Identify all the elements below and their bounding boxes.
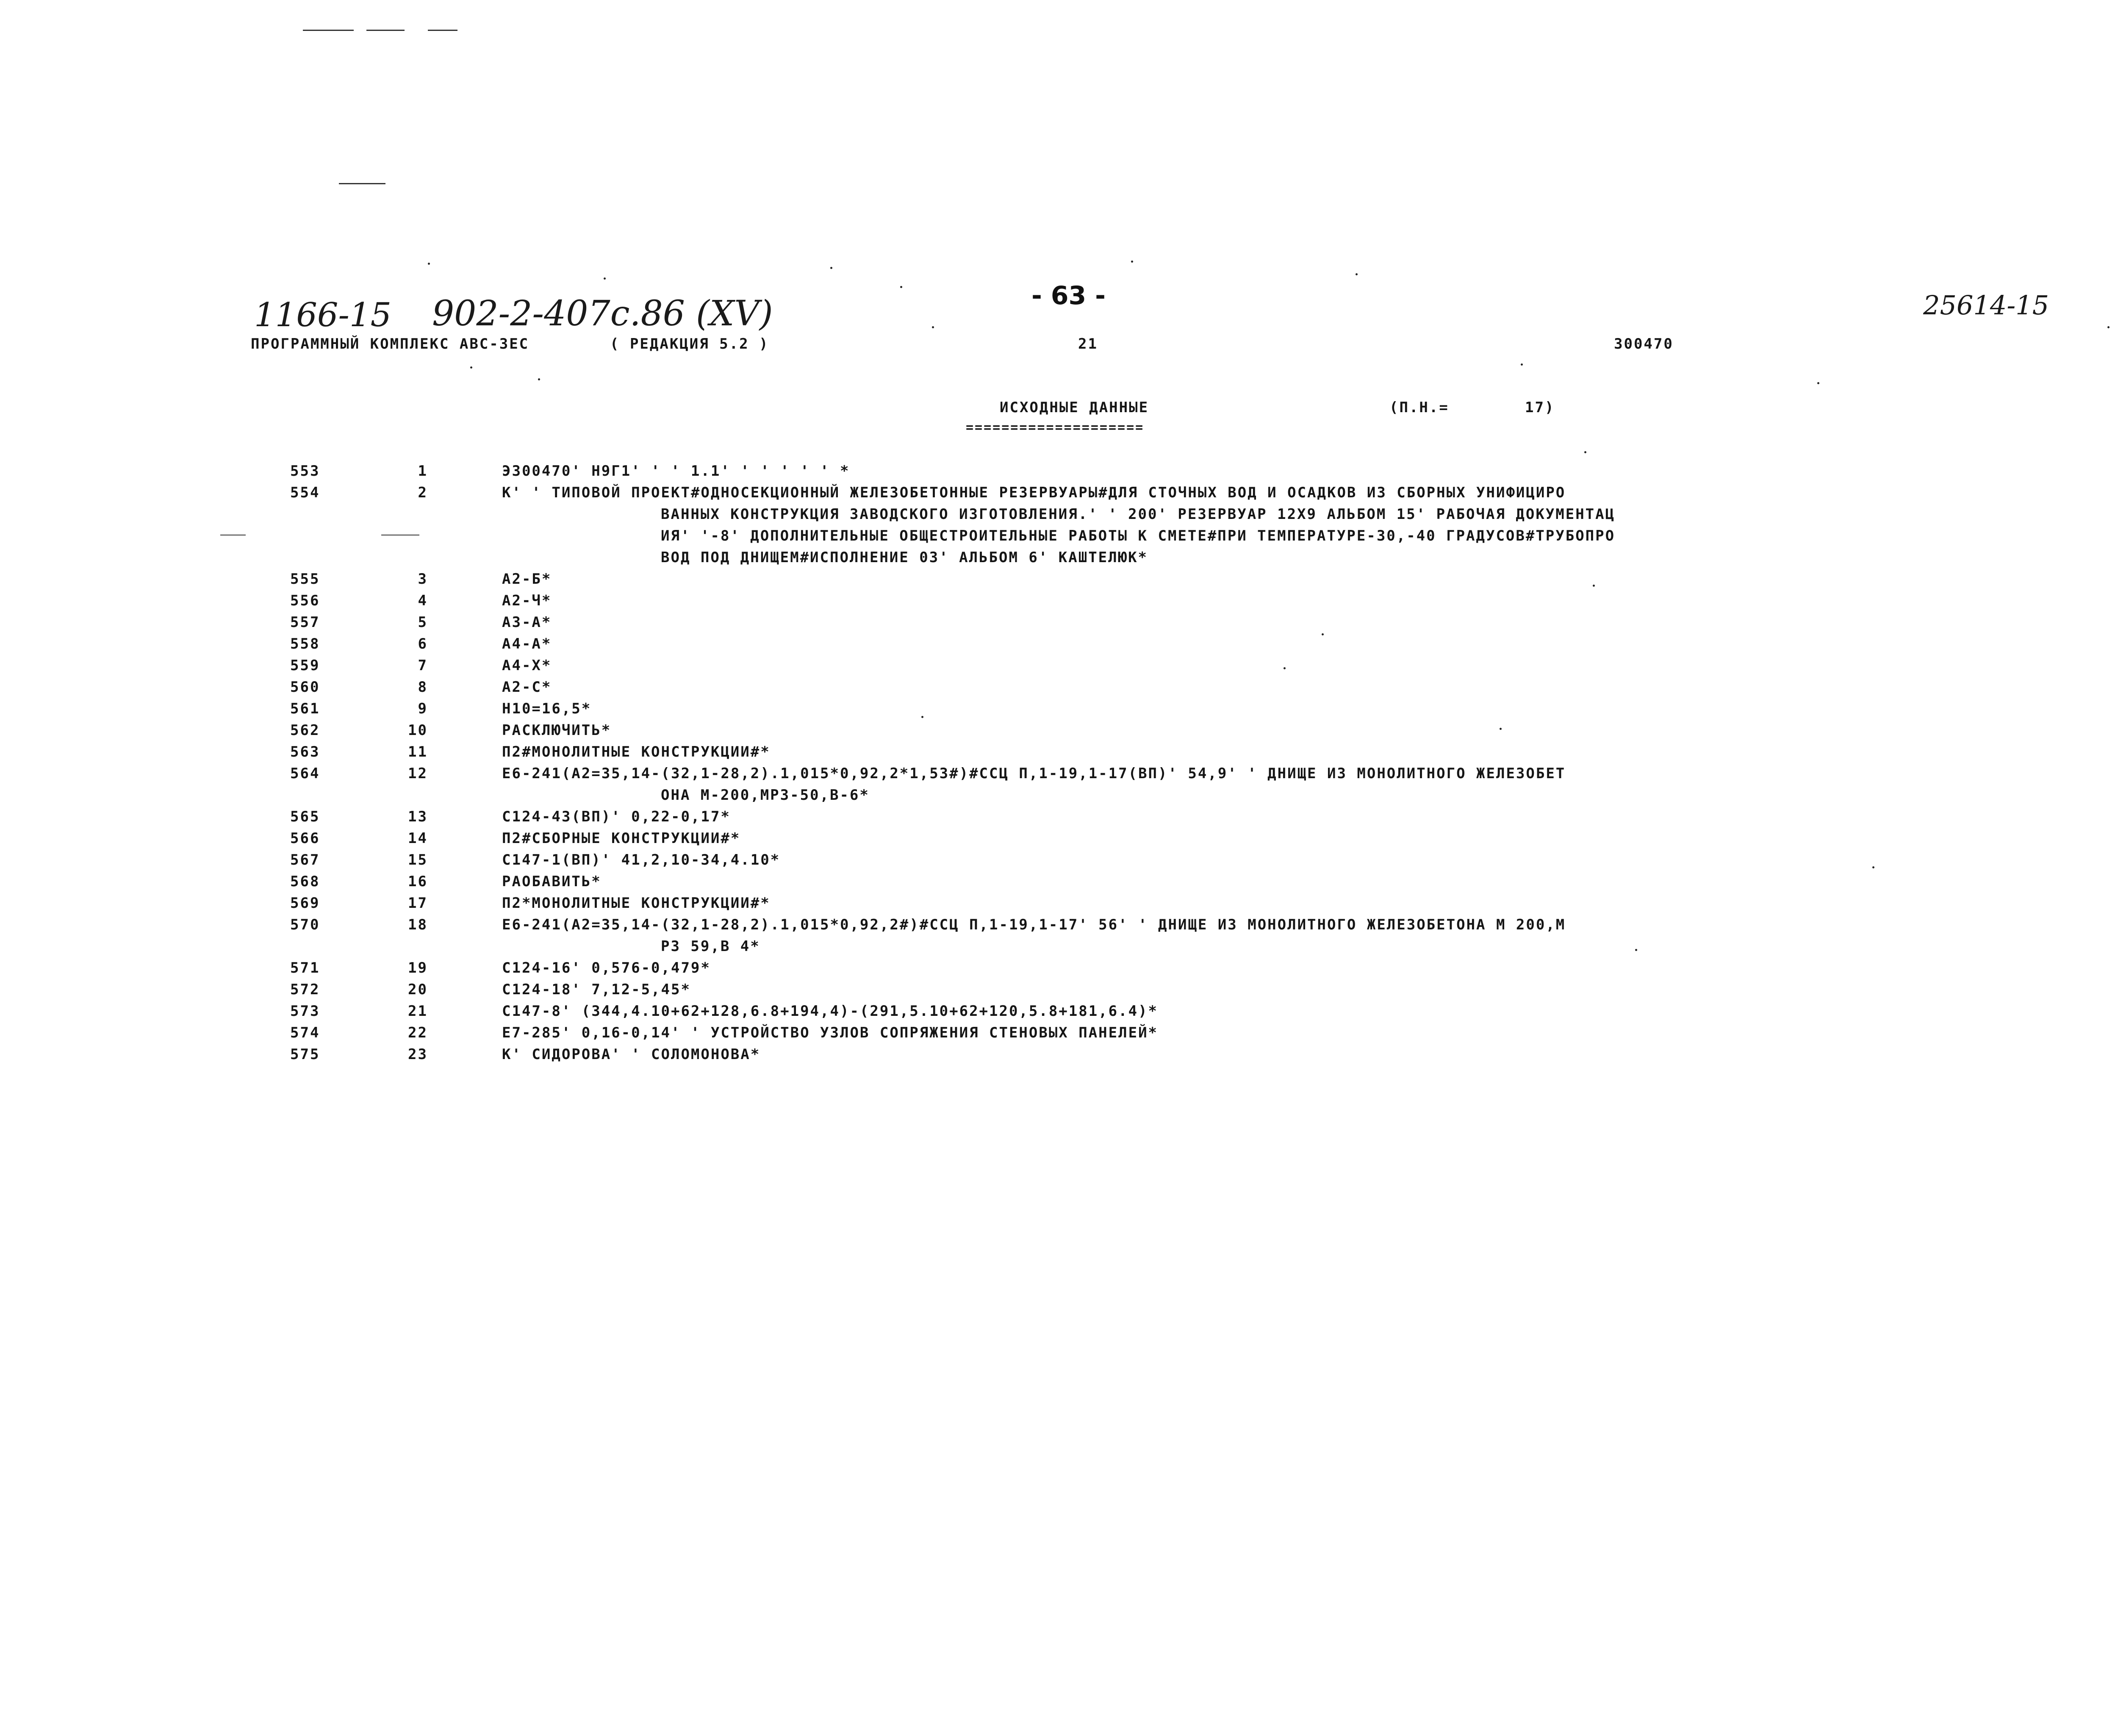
row-text: П2#МОНОЛИТНЫЕ КОНСТРУКЦИИ#*	[502, 743, 771, 760]
row-line-number: 558	[290, 635, 320, 652]
listing-row	[0, 635, 2118, 657]
scan-speck	[900, 286, 902, 288]
row-line-number: 573	[290, 1003, 320, 1020]
listing-row	[0, 830, 2118, 852]
top-dash-1	[303, 30, 354, 31]
listing-row	[0, 657, 2118, 679]
row-text: А2-Б*	[502, 571, 552, 588]
row-line-number: 567	[290, 851, 320, 868]
scan-speck	[1500, 728, 1502, 730]
listing-row	[0, 873, 2118, 895]
row-line-number: 561	[290, 700, 320, 717]
row-sequence-number: 21	[408, 1003, 428, 1020]
row-sequence-number: 14	[408, 830, 428, 847]
row-text: Е6-241(А2=35,14-(32,1-28,2).1,015*0,92,2*1,53#)#ССЦ П,1-19,1-17(ВП)' 54,9' ' ДНИЩЕ ИЗ МОНОЛИТНОГО ЖЕЛЕЗОБЕТ	[502, 765, 1566, 782]
section-title: ИСХОДНЫЕ ДАННЫЕ	[1000, 399, 1149, 416]
handwritten-project-number: 902-2-407c.86 (XV)	[432, 294, 773, 334]
row-line-number: 563	[290, 743, 320, 760]
listing-row	[0, 679, 2118, 701]
row-text: А2-С*	[502, 679, 552, 696]
row-sequence-number: 12	[408, 765, 428, 782]
listing-row	[0, 1003, 2118, 1025]
row-sequence-number: 18	[408, 916, 428, 933]
row-line-number: 555	[290, 571, 320, 588]
scan-speck	[428, 263, 430, 265]
row-sequence-number: 5	[418, 614, 428, 631]
scan-speck	[1584, 451, 1586, 453]
row-sequence-number: 16	[408, 873, 428, 890]
header-number-right: 300470	[1614, 336, 1674, 352]
row-sequence-number: 4	[418, 592, 428, 609]
row-line-number: 570	[290, 916, 320, 933]
row-text: С147-8' (344,4.10+62+128,6.8+194,4)-(291,5.10+62+120,5.8+181,6.4)*	[502, 1003, 1159, 1020]
row-text: К' ' ТИПОВОЙ ПРОЕКТ#ОДНОСЕКЦИОННЫЙ ЖЕЛЕЗОБЕТОННЫЕ РЕЗЕРВУАРЫ#ДЛЯ СТОЧНЫХ ВОД И ОСАДКОВ ИЗ СБОРНЫХ УНИФИЦИРО	[502, 484, 1566, 501]
top-dash-2	[366, 30, 405, 31]
scan-speck	[1322, 633, 1324, 635]
row-sequence-number: 20	[408, 981, 428, 998]
row-sequence-number: 15	[408, 851, 428, 868]
row-sequence-number: 2	[418, 484, 428, 501]
scan-speck	[830, 267, 832, 269]
row-text: С124-16' 0,576-0,479*	[502, 960, 711, 976]
row-text: А3-А*	[502, 614, 552, 631]
row-text: А4-А*	[502, 635, 552, 652]
listing-row	[0, 463, 2118, 485]
section-pn-label: (П.Н.=	[1389, 399, 1449, 416]
listing-row	[0, 484, 2118, 566]
row-line-number: 569	[290, 895, 320, 912]
row-sequence-number: 9	[418, 700, 428, 717]
row-text: С124-43(ВП)' 0,22-0,17*	[502, 808, 731, 825]
scan-speck	[1635, 949, 1637, 951]
row-text: А4-Х*	[502, 657, 552, 674]
row-sequence-number: 8	[418, 679, 428, 696]
listing-row	[0, 808, 2118, 830]
listing-row	[0, 916, 2118, 955]
row-text-continuation: РЗ 59,В 4*	[661, 938, 760, 955]
listing-row	[0, 592, 2118, 614]
scan-speck	[1521, 363, 1523, 366]
listing-row	[0, 571, 2118, 593]
scan-speck	[1872, 866, 1874, 868]
row-text-continuation: ВАННЫХ КОНСТРУКЦИЯ ЗАВОДСКОГО ИЗГОТОВЛЕНИЯ.' ' 200' РЕЗЕРВУАР 12Х9 АЛЬБОМ 15' РАБОЧАЯ ДОКУМЕНТАЦ	[661, 506, 1616, 523]
row-text: П2*МОНОЛИТНЫЕ КОНСТРУКЦИИ#*	[502, 895, 771, 912]
row-line-number: 560	[290, 679, 320, 696]
header-number-mid: 21	[1078, 336, 1098, 352]
row-line-number: 554	[290, 484, 320, 501]
row-sequence-number: 13	[408, 808, 428, 825]
scan-speck	[1593, 585, 1595, 587]
row-text: Э300470' Н9Г1' ' ' 1.1' ' ' ' ' ' *	[502, 463, 850, 480]
scan-speck	[2107, 326, 2110, 328]
row-text: РАСКЛЮЧИТЬ*	[502, 722, 612, 739]
scan-speck	[1131, 261, 1133, 263]
scan-speck	[604, 277, 606, 280]
listing-row	[0, 1046, 2118, 1068]
row-line-number: 572	[290, 981, 320, 998]
scan-speck	[1817, 382, 1819, 384]
row-text: Н10=16,5*	[502, 700, 592, 717]
row-text: А2-Ч*	[502, 592, 552, 609]
row-line-number: 557	[290, 614, 320, 631]
scan-speck	[470, 366, 472, 369]
row-text: П2#СБОРНЫЕ КОНСТРУКЦИИ#*	[502, 830, 741, 847]
row-text: Е7-285' 0,16-0,14' ' УСТРОЙСТВО УЗЛОВ СОПРЯЖЕНИЯ СТЕНОВЫХ ПАНЕЛЕЙ*	[502, 1024, 1159, 1041]
section-pn-value: 17)	[1525, 399, 1555, 416]
row-line-number: 575	[290, 1046, 320, 1063]
row-text: Е6-241(А2=35,14-(32,1-28,2).1,015*0,92,2#)#ССЦ П,1-19,1-17' 56' ' ДНИЩЕ ИЗ МОНОЛИТНОГО ЖЕЛЕЗОБЕТОНА М 200,М	[502, 916, 1566, 933]
listing-row	[0, 981, 2118, 1003]
row-text-continuation: ИЯ' '-8' ДОПОЛНИТЕЛЬНЫЕ ОБЩЕСТРОИТЕЛЬНЫЕ РАБОТЫ К СМЕТЕ#ПРИ ТЕМПЕРАТУРЕ-30,-40 ГРАДУСОВ#ТРУБОПРО	[661, 527, 1616, 544]
row-text-continuation: ОНА М-200,МРЗ-50,В-6*	[661, 787, 870, 804]
row-text: С124-18' 7,12-5,45*	[502, 981, 691, 998]
row-line-number: 574	[290, 1024, 320, 1041]
row-line-number: 559	[290, 657, 320, 674]
row-sequence-number: 19	[408, 960, 428, 976]
scan-speck	[1356, 273, 1358, 275]
row-line-number: 568	[290, 873, 320, 890]
scan-speck	[538, 378, 540, 380]
row-sequence-number: 6	[418, 635, 428, 652]
row-sequence-number: 11	[408, 743, 428, 760]
scan-speck	[1284, 667, 1286, 669]
header-program: ПРОГРАММНЫЙ КОМПЛЕКС АВС-ЗЕС	[251, 336, 530, 352]
row-line-number: 565	[290, 808, 320, 825]
scan-speck	[921, 716, 923, 718]
row-text: С147-1(ВП)' 41,2,10-34,4.10*	[502, 851, 781, 868]
row-line-number: 562	[290, 722, 320, 739]
scan-speck	[932, 326, 934, 328]
page-number: - 63 -	[1031, 281, 1106, 311]
listing-row	[0, 743, 2118, 765]
handwritten-left-code: 1166-15	[254, 296, 392, 334]
row-text-continuation: ВОД ПОД ДНИЩЕМ#ИСПОЛНЕНИЕ 03' АЛЬБОМ 6' КАШТЕЛЮК*	[661, 549, 1148, 566]
listing-row	[0, 851, 2118, 874]
row-line-number: 556	[290, 592, 320, 609]
row-sequence-number: 3	[418, 571, 428, 588]
section-underline: ====================	[966, 420, 1145, 435]
header-edition: ( РЕДАКЦИЯ 5.2 )	[610, 336, 769, 352]
row-sequence-number: 7	[418, 657, 428, 674]
top-dash-4	[339, 183, 385, 184]
handwritten-right-code: 25614-15	[1923, 290, 2049, 321]
listing-row	[0, 722, 2118, 744]
top-dash-3	[428, 30, 457, 31]
row-line-number: 564	[290, 765, 320, 782]
row-line-number: 553	[290, 463, 320, 480]
listing-row	[0, 614, 2118, 636]
row-text: РАОБАВИТЬ*	[502, 873, 602, 890]
row-sequence-number: 23	[408, 1046, 428, 1063]
listing-row	[0, 700, 2118, 722]
listing-row	[0, 960, 2118, 982]
row-sequence-number: 22	[408, 1024, 428, 1041]
row-line-number: 571	[290, 960, 320, 976]
listing-row	[0, 765, 2118, 804]
row-text: К' СИДОРОВА' ' СОЛОМОНОВА*	[502, 1046, 761, 1063]
row-line-number: 566	[290, 830, 320, 847]
row-sequence-number: 17	[408, 895, 428, 912]
row-sequence-number: 1	[418, 463, 428, 480]
listing-row	[0, 1024, 2118, 1046]
listing-row	[0, 895, 2118, 917]
row-sequence-number: 10	[408, 722, 428, 739]
